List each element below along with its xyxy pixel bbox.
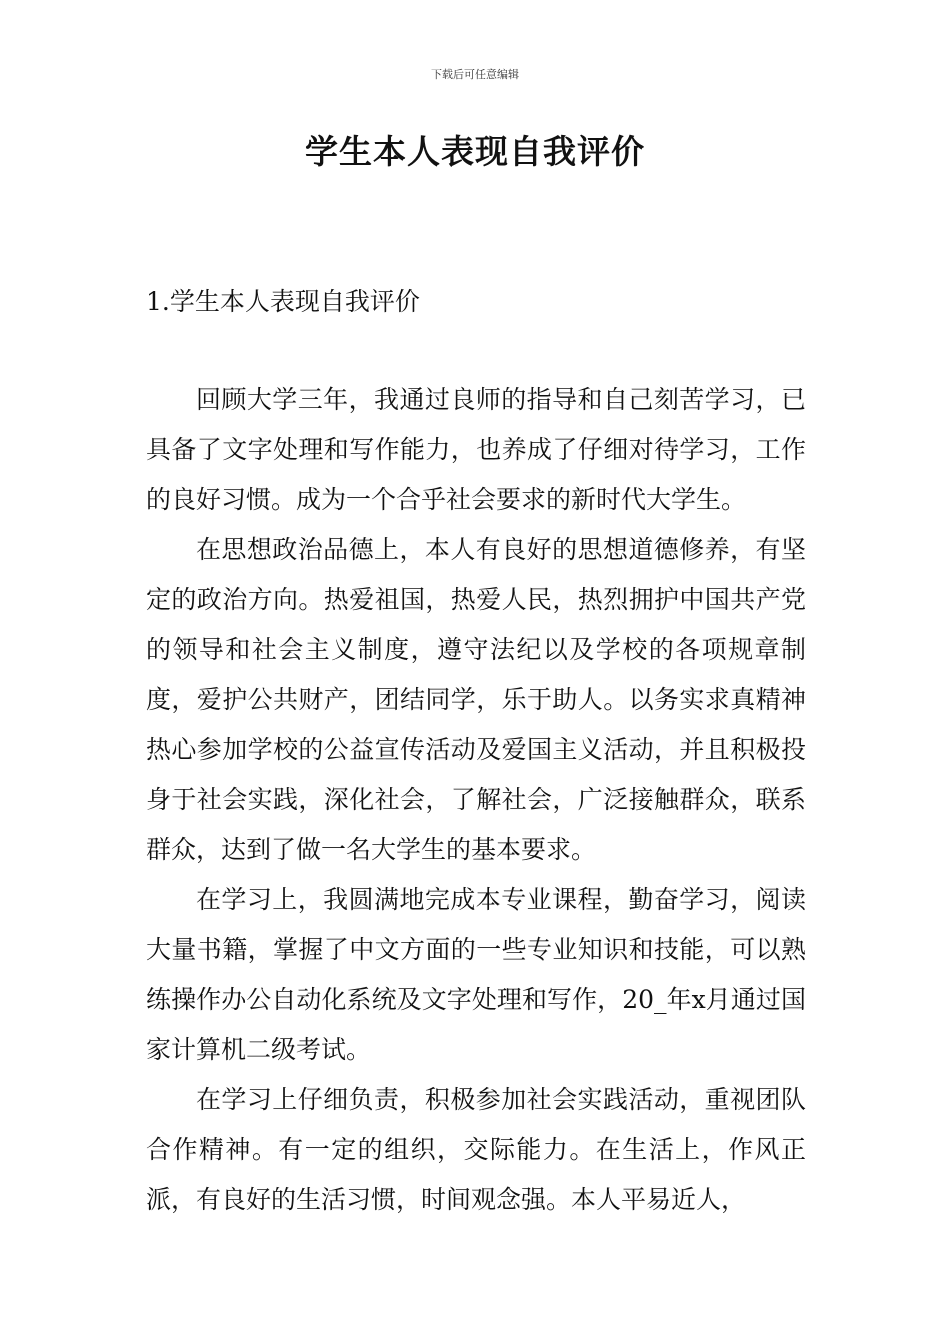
paragraph-life: 在学习上仔细负责，积极参加社会实践活动，重视团队合作精神。有一定的组织，交际能力。在生活上，作风正派，有良好的生活习惯，时间观念强。本人平易近人， [146, 1085, 806, 1214]
document-body [146, 375, 806, 1225]
document-title: 学生本人表现自我评价 [305, 132, 645, 171]
section-heading: 1.学生本人表现自我评价 [146, 287, 420, 316]
paragraph-study: 在学习上，我圆满地完成本专业课程，勤奋学习，阅读大量书籍，掌握了中文方面的一些专业知识和技能，可以熟练操作办公自动化系统及文字处理和写作，20_年x月通过国家计算机二级考试。 [146, 885, 806, 1064]
paragraph-review: 回顾大学三年，我通过良师的指导和自己刻苦学习，已具备了文字处理和写作能力，也养成了仔细对待学习，工作的良好习惯。成为一个合乎社会要求的新时代大学生。 [146, 385, 806, 514]
header-note: 下载后可任意编辑 [431, 68, 519, 81]
paragraph-ideology: 在思想政治品德上，本人有良好的思想道德修养，有坚定的政治方向。热爱祖国，热爱人民，热烈拥护中国共产党的领导和社会主义制度，遵守法纪以及学校的各项规章制度，爱护公共财产，团结同学，乐于助人。以务实求真精神热心参加学校的公益宣传活动及爱国主义活动，并且积极投身于社会实践，深化社会，了解社会，广泛接触群众，联系群众，达到了做一名大学生的基本要求。 [146, 535, 806, 864]
